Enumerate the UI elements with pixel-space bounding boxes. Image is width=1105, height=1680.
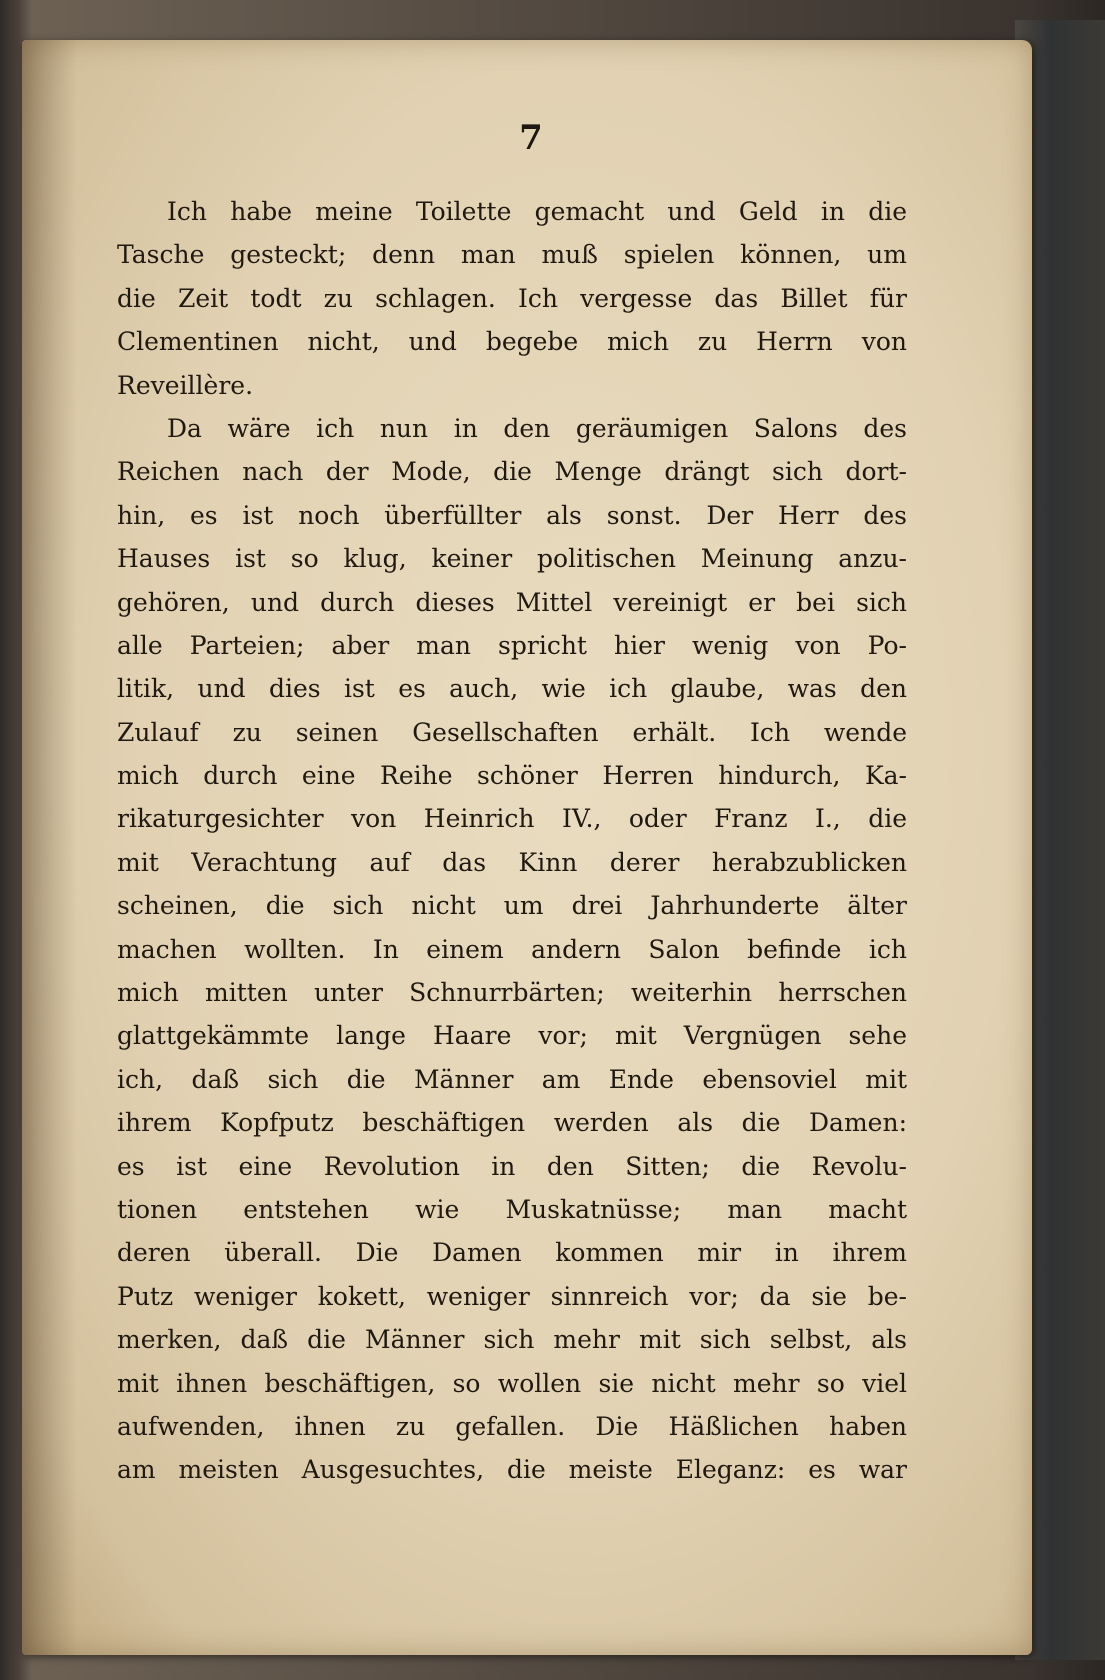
- text-line: scheinen, die sich nicht um drei Jahrhunderte älter: [117, 891, 907, 921]
- text-line: ihrem Kopfputz beschäftigen werden als die Damen:: [117, 1108, 907, 1138]
- text-line: aufwenden, ihnen zu gefallen. Die Häßlichen haben: [117, 1411, 907, 1441]
- text-line: Putz weniger kokett, weniger sinnreich vor; da sie be-: [117, 1281, 907, 1311]
- text-line: alle Parteien; aber man spricht hier wenig von Po-: [117, 630, 907, 660]
- text-line: hin, es ist noch überfüllter als sonst. Der Herr des: [117, 500, 907, 530]
- text-line: tionen entstehen wie Muskatnüsse; man macht: [117, 1194, 907, 1224]
- text-line: es ist eine Revolution in den Sitten; die Revolu-: [117, 1151, 907, 1181]
- text-line: litik, und dies ist es auch, wie ich glaube, was den: [117, 674, 907, 704]
- text-line: glattgekämmte lange Haare vor; mit Vergnügen sehe: [117, 1021, 907, 1051]
- text-line: mich mitten unter Schnurrbärten; weiterhin herrschen: [117, 978, 907, 1008]
- text-line: die Zeit todt zu schlagen. Ich vergesse das Billet für: [117, 283, 907, 313]
- text-line: mit Verachtung auf das Kinn derer herabzublicken: [117, 847, 907, 877]
- text-line: machen wollten. In einem andern Salon befinde ich: [117, 934, 907, 964]
- text-line: deren überall. Die Damen kommen mir in ihrem: [117, 1238, 907, 1268]
- text-line: mich durch eine Reihe schöner Herren hindurch, Ka-: [117, 761, 907, 791]
- page-text: [117, 190, 907, 1492]
- book-page: [22, 40, 1032, 1655]
- text-line: rikaturgesichter von Heinrich IV., oder Franz I., die: [117, 804, 907, 834]
- text-line: Da wäre ich nun in den geräumigen Salons des: [167, 413, 907, 443]
- text-line: ich, daß sich die Männer am Ende ebensoviel mit: [117, 1064, 907, 1094]
- text-line: mit ihnen beschäftigen, so wollen sie nicht mehr so viel: [117, 1368, 907, 1398]
- text-line: am meisten Ausgesuchtes, die meiste Eleganz: es war: [117, 1455, 907, 1485]
- text-line: Tasche gesteckt; denn man muß spielen können, um: [117, 240, 907, 270]
- text-line: merken, daß die Männer sich mehr mit sich selbst, als: [117, 1325, 907, 1355]
- text-line: Reveillère.: [117, 370, 254, 400]
- page-number: 7: [519, 118, 543, 158]
- text-line: Clementinen nicht, und begebe mich zu Herrn von: [117, 327, 907, 357]
- text-line: Hauses ist so klug, keiner politischen Meinung anzu-: [117, 544, 907, 574]
- text-line: Ich habe meine Toilette gemacht und Geld in die: [167, 197, 907, 226]
- text-line: Reichen nach der Mode, die Menge drängt sich dort-: [117, 457, 907, 487]
- text-line: gehören, und durch dieses Mittel vereinigt er bei sich: [117, 587, 907, 617]
- text-line: Zulauf zu seinen Gesellschaften erhält. Ich wende: [117, 717, 907, 747]
